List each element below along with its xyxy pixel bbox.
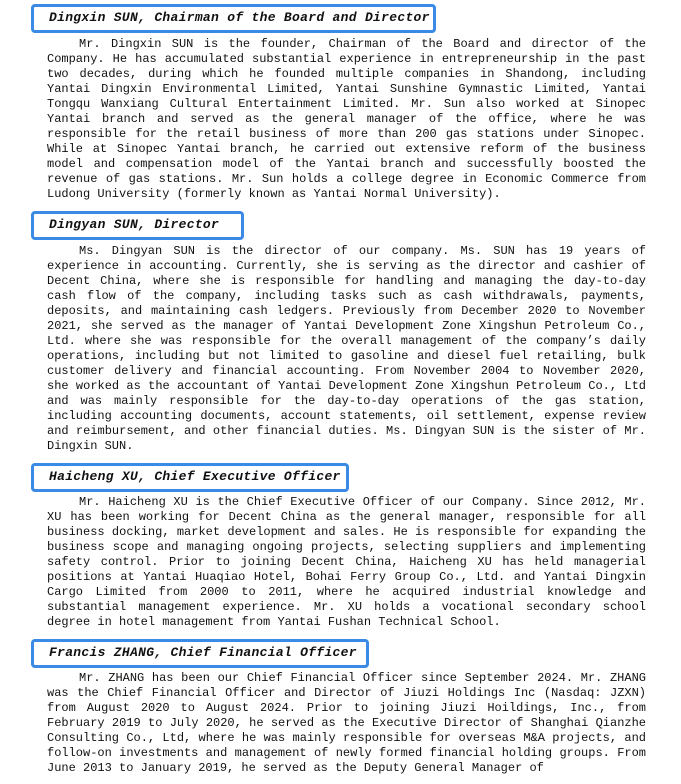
section-heading: Francis ZHANG, Chief Financial Officer bbox=[49, 645, 357, 660]
bio-paragraph: Mr. Dingxin SUN is the founder, Chairman of the Board and director of the Company. He has accumulated substantial experience in entrepreneurship in the past two decades, during which he founded multiple companies in Shandong, including Yantai Dingxin Environmental Limited, Yantai Sunshine Gymnastic Limited, Yantai Tongqu Wanxiang Cultural Entertainment Limited. Mr. Sun also worked at Sinopec Yantai branch and served as the general manager of the office, where he was responsible for the retail business of more than 200 gas stations under Sinopec. While at Sinopec Yantai branch, he carried out extensive reform of the business model and compensation model of the Yantai branch and successfully boosted the revenue of gas stations. Mr. Sun holds a college degree in Economic Commerce from Ludong University (formerly known as Yantai Normal University). bbox=[47, 37, 646, 201]
section-heading: Haicheng XU, Chief Executive Officer bbox=[49, 469, 341, 484]
section-heading-box bbox=[31, 4, 436, 33]
section-heading: Dingyan SUN, Director bbox=[49, 217, 220, 232]
section-heading: Dingxin SUN, Chairman of the Board and Director bbox=[49, 10, 430, 25]
section-heading-box bbox=[31, 211, 244, 240]
bio-paragraph: Mr. ZHANG has been our Chief Financial Officer since September 2024. Mr. ZHANG was the Chief Financial Officer and Director of Jiuzi Holdings Inc (Nasdaq: JZXN) from August 2020 to August 2024. Prior to joining Jiuzi Hoildings, Inc., from February 2019 to July 2020, he served as the Executive Director of Shanghai Qianzhe Consulting Co., Ltd, where he was mainly responsible for overseas M&A projects, and follow-on investments and management of newly formed financial holding groups. From June 2013 to January 2019, he served as the Deputy General Manager of bbox=[47, 671, 646, 775]
bio-paragraph: Ms. Dingyan SUN is the director of our company. Ms. SUN has 19 years of experience in accounting. Currently, she is serving as the director and cashier of Decent China, where she is responsible for handling and managing the day-to-day cash flow of the company, including tasks such as cash withdrawals, payments, deposits, and maintaining cash ledgers. Previously from December 2020 to November 2021, she served as the manager of Yantai Development Zone Xingshun Petroleum Co., Ltd. where she was responsible for the overall management of the company’s daily operations, including but not limited to gasoline and diesel fuel retailing, bulk customer delivery and financial accounting. From November 2004 to November 2020, she worked as the accountant of Yantai Development Zone Xingshun Petroleum Co., Ltd and was mainly responsible for the day-to-day operations of the gas station, including accounting documents, account statements, oil settlement, expense review and reimbursement, and other financial duties. Ms. Dingyan SUN is the sister of Mr. Dingxin SUN. bbox=[47, 244, 646, 453]
section-heading-box bbox=[31, 639, 369, 668]
section-heading-box bbox=[31, 463, 349, 492]
bio-paragraph: Mr. Haicheng XU is the Chief Executive Officer of our Company. Since 2012, Mr. XU has been working for Decent China as the general manager, responsible for all business docking, market development and sales. He is responsible for expanding the business scope and managing ongoing projects, selecting suppliers and implementing safety control. Prior to joining Decent China, Haicheng XU has held managerial positions at Yantai Huaqiao Hotel, Bohai Ferry Group Co., Ltd. and Yantai Dingxin Cargo Limited from 2000 to 2011, where he acquired industrial knowledge and substantial management experience. Mr. XU holds a vocational secondary school degree in hotel management from Yantai Fushan Technical School. bbox=[47, 495, 646, 629]
